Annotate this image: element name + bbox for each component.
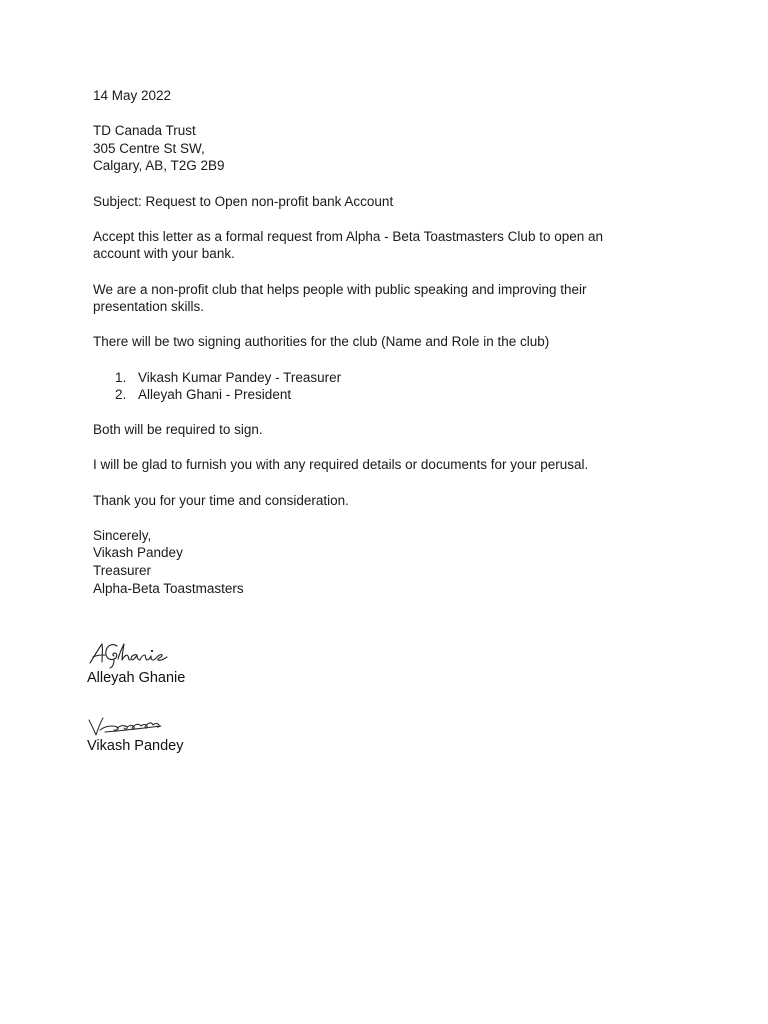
list-item <box>93 369 653 387</box>
closing-org: Alpha-Beta Toastmasters <box>93 580 244 596</box>
paragraph-2-line-2: presentation skills. <box>93 299 205 315</box>
paragraph-2-line-1: We are a non-profit club that helps people with public speaking and improving their <box>93 281 587 297</box>
letter-body <box>93 87 653 597</box>
list-number: 2. <box>115 387 127 403</box>
paragraph-3: There will be two signing authorities for the club (Name and Role in the club) <box>93 334 550 350</box>
recipient-name: TD Canada Trust <box>93 123 196 139</box>
paragraph-1-line-2: account with your bank. <box>93 246 235 262</box>
paragraph-6: Thank you for your time and consideration. <box>93 492 349 508</box>
list-text: Vikash Kumar Pandey - Treasurer <box>138 369 342 385</box>
recipient-street: 305 Centre St SW, <box>93 140 205 156</box>
signature-name-ghanie: Alleyah Ghanie <box>87 670 186 686</box>
signature-block-pandey <box>87 716 183 754</box>
handwritten-signature-ghanie <box>87 640 177 670</box>
letter-date: 14 May 2022 <box>93 88 172 103</box>
closing-name: Vikash Pandey <box>93 545 183 561</box>
closing-role: Treasurer <box>93 563 152 579</box>
paragraph-1-line-1: Accept this letter as a formal request from Alpha - Beta Toastmasters Club to open an <box>93 228 604 244</box>
recipient-city: Calgary, AB, T2G 2B9 <box>93 158 225 174</box>
closing-salutation: Sincerely, <box>93 527 152 543</box>
signature-block-ghanie <box>87 640 185 686</box>
signing-authorities-list <box>93 369 653 404</box>
list-text: Alleyah Ghani - President <box>138 387 292 403</box>
subject-line: Subject: Request to Open non-profit bank Account <box>93 193 394 209</box>
handwritten-signature-pandey <box>87 716 167 738</box>
paragraph-5: I will be glad to furnish you with any required details or documents for your perusal. <box>93 457 589 473</box>
list-item <box>93 386 653 404</box>
paragraph-4: Both will be required to sign. <box>93 422 263 438</box>
list-number: 1. <box>115 369 127 385</box>
signature-name-pandey: Vikash Pandey <box>87 738 184 754</box>
